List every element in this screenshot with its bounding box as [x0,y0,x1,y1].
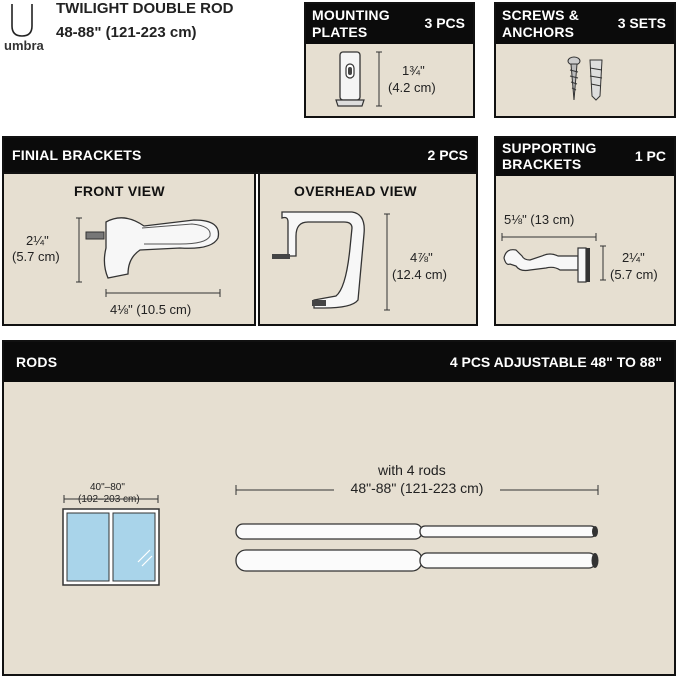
mounting-dim-in: 1¾" [402,63,425,78]
overhead-depth-dim-line [382,212,392,314]
rod-length-label: 48"-88" (121-223 cm) [350,480,484,496]
mounting-plates-panel [304,2,475,118]
product-size: 48-88" (121-223 cm) [56,24,197,41]
finial-overhead-view-panel [258,172,478,326]
rod-upper-icon [234,520,604,542]
overhead-depth-in: 4⅞" [410,250,433,265]
mounting-plates-header [306,4,473,44]
mounting-qty: 3 PCS [424,15,465,31]
screws-title-line2: ANCHORS [502,24,575,40]
front-width: 4⅛" (10.5 cm) [110,302,192,317]
logo-text: umbra [4,38,44,53]
rods-qty: 4 PCS ADJUSTABLE 48" TO 88" [449,354,662,370]
supporting-width-dim-line [500,232,600,242]
supporting-header [496,138,674,176]
supporting-bracket-icon [502,244,598,284]
finial-title: FINIAL BRACKETS [12,147,142,163]
with-rods-label: with 4 rods [378,462,446,478]
overhead-view-label: OVERHEAD VIEW [294,183,417,199]
rods-header [4,342,674,382]
rod-lower-icon [234,548,604,574]
product-title: TWILIGHT DOUBLE ROD [56,0,234,17]
mounting-plate-icon [334,48,374,112]
finial-bracket-front-icon [84,214,224,284]
supporting-height-in: 2¼" [622,250,645,265]
finial-qty: 2 PCS [427,147,468,163]
screw-icon [564,56,584,102]
window-width-dim-line [62,494,162,504]
rods-panel [2,340,676,676]
screws-qty: 3 SETS [617,15,666,31]
finial-brackets-header [2,136,478,174]
screws-title-line1: SCREWS & [502,7,580,23]
finial-front-view-panel [2,172,256,326]
front-height-dim-line [74,216,84,286]
anchor-icon [586,56,606,102]
rod-length-dim-line [234,484,604,496]
front-width-dim-line [104,288,224,298]
screws-header [496,4,674,44]
mounting-title-line1: MOUNTING [312,7,390,23]
overhead-depth-cm: (12.4 cm) [392,267,447,282]
screws-anchors-panel [494,2,676,118]
umbra-logo [4,2,44,54]
finial-bracket-overhead-icon [268,208,378,318]
supporting-width: 5⅛" (13 cm) [504,212,575,227]
front-view-label: FRONT VIEW [74,183,165,199]
front-height-cm: (5.7 cm) [12,249,60,264]
window-icon [62,508,162,588]
mounting-dim-line [374,50,384,110]
supporting-height-dim-line [598,244,608,284]
mounting-dim-cm: (4.2 cm) [388,80,436,95]
rods-title: RODS [16,354,58,370]
supporting-title-line1: SUPPORTING [502,140,597,156]
window-width-in: 40"–80" [90,482,125,493]
supporting-height-cm: (5.7 cm) [610,267,658,282]
mounting-title-line2: PLATES [312,24,368,40]
supporting-qty: 1 PC [634,148,666,164]
umbra-logo-mark-icon [6,2,46,42]
supporting-title-line2: BRACKETS [502,156,582,172]
window-width-cm: (102–203 cm) [78,494,140,505]
supporting-brackets-panel [494,136,676,326]
front-height-in: 2¼" [26,233,49,248]
